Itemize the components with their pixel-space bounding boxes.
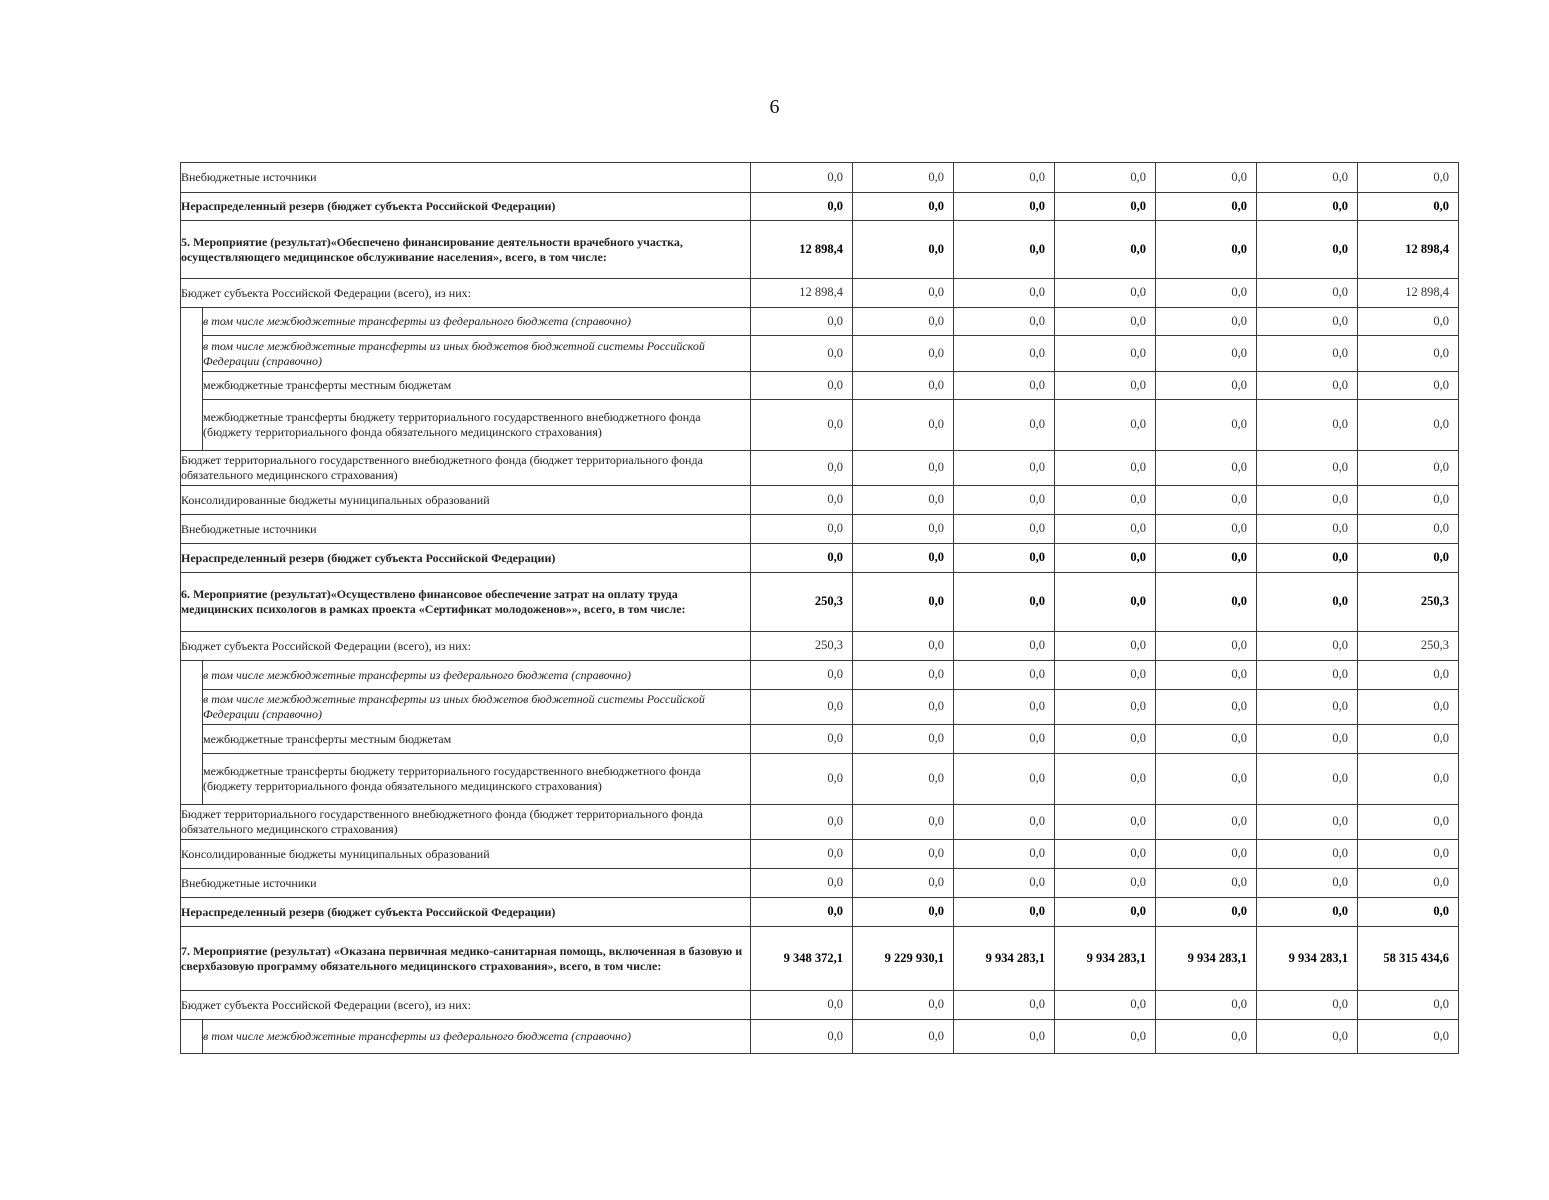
cell-value: 0,0	[1055, 690, 1156, 725]
cell-value: 250,3	[751, 573, 853, 632]
page-number: 6	[769, 96, 780, 118]
table-row	[181, 279, 1459, 308]
row-label: Бюджет субъекта Российской Федерации (всего), из них:	[181, 632, 751, 661]
cell-value: 0,0	[954, 805, 1055, 840]
cell-value: 0,0	[1358, 898, 1459, 927]
row-label: Нераспределенный резерв (бюджет субъекта Российской Федерации)	[181, 544, 751, 573]
cell-value: 0,0	[1055, 725, 1156, 754]
cell-value: 0,0	[1257, 515, 1358, 544]
cell-value: 0,0	[1257, 221, 1358, 279]
row-indent	[181, 372, 203, 400]
cell-value: 0,0	[1156, 754, 1257, 805]
cell-value: 0,0	[1358, 400, 1459, 451]
cell-value: 0,0	[853, 573, 954, 632]
cell-value: 0,0	[954, 632, 1055, 661]
cell-value: 0,0	[1055, 1020, 1156, 1054]
row-label: Внебюджетные источники	[181, 515, 751, 544]
cell-value: 12 898,4	[1358, 221, 1459, 279]
cell-value: 0,0	[1055, 279, 1156, 308]
row-label: в том числе межбюджетные трансферты из иных бюджетов бюджетной системы Российской Федерации (справочно)	[203, 690, 751, 725]
cell-value: 0,0	[954, 372, 1055, 400]
cell-value: 0,0	[1156, 544, 1257, 573]
cell-value: 0,0	[853, 690, 954, 725]
cell-value: 0,0	[1055, 372, 1156, 400]
table-row	[181, 400, 1459, 451]
cell-value: 0,0	[1156, 400, 1257, 451]
cell-value: 0,0	[853, 898, 954, 927]
cell-value: 0,0	[751, 336, 853, 372]
cell-value: 0,0	[853, 805, 954, 840]
cell-value: 0,0	[751, 869, 853, 898]
table-row	[181, 725, 1459, 754]
cell-value: 0,0	[954, 725, 1055, 754]
cell-value: 58 315 434,6	[1358, 927, 1459, 991]
row-label: Бюджет территориального государственного внебюджетного фонда (бюджет территориального фонда обязательного медицинского страхования)	[181, 805, 751, 840]
cell-value: 0,0	[1156, 279, 1257, 308]
cell-value: 0,0	[751, 805, 853, 840]
cell-value: 9 229 930,1	[853, 927, 954, 991]
cell-value: 0,0	[1156, 869, 1257, 898]
cell-value: 0,0	[751, 544, 853, 573]
table-row	[181, 163, 1459, 193]
cell-value: 0,0	[1257, 632, 1358, 661]
table-row	[181, 336, 1459, 372]
cell-value: 0,0	[751, 991, 853, 1020]
table-row	[181, 805, 1459, 840]
table-body	[181, 163, 1459, 1054]
cell-value: 0,0	[1358, 869, 1459, 898]
cell-value: 0,0	[1055, 632, 1156, 661]
cell-value: 9 934 283,1	[1055, 927, 1156, 991]
cell-value: 9 934 283,1	[1156, 927, 1257, 991]
cell-value: 0,0	[1156, 1020, 1257, 1054]
cell-value: 0,0	[1055, 515, 1156, 544]
cell-value: 0,0	[954, 869, 1055, 898]
cell-value: 0,0	[954, 840, 1055, 869]
table-row	[181, 193, 1459, 221]
cell-value: 0,0	[954, 515, 1055, 544]
cell-value: 0,0	[1055, 163, 1156, 193]
row-indent	[181, 754, 203, 805]
cell-value: 0,0	[1257, 279, 1358, 308]
cell-value: 0,0	[954, 544, 1055, 573]
row-label: межбюджетные трансферты бюджету территориального государственного внебюджетного фонда (бюджету территориального фонда обязательного медицинского страхования)	[203, 400, 751, 451]
row-label: Бюджет субъекта Российской Федерации (всего), из них:	[181, 279, 751, 308]
cell-value: 0,0	[1257, 661, 1358, 690]
cell-value: 0,0	[1257, 163, 1358, 193]
cell-value: 250,3	[751, 632, 853, 661]
cell-value: 0,0	[1358, 805, 1459, 840]
cell-value: 0,0	[1257, 991, 1358, 1020]
row-indent	[181, 336, 203, 372]
cell-value: 0,0	[1156, 805, 1257, 840]
row-label: 7. Мероприятие (результат) «Оказана первичная медико-санитарная помощь, включенная в базовую и сверхбазовую программу обязательного медицинского страхования», всего, в том числе:	[181, 927, 751, 991]
cell-value: 0,0	[1358, 754, 1459, 805]
table-row	[181, 661, 1459, 690]
cell-value: 0,0	[853, 1020, 954, 1054]
table-row	[181, 1020, 1459, 1054]
row-label: 5. Мероприятие (результат)«Обеспечено финансирование деятельности врачебного участка, осуществляющего медицинское обслуживание населения», всего, в том числе:	[181, 221, 751, 279]
row-label: Внебюджетные источники	[181, 869, 751, 898]
cell-value: 0,0	[751, 1020, 853, 1054]
cell-value: 0,0	[1156, 690, 1257, 725]
cell-value: 0,0	[1156, 221, 1257, 279]
table-row	[181, 898, 1459, 927]
cell-value: 0,0	[1156, 308, 1257, 336]
cell-value: 0,0	[853, 279, 954, 308]
cell-value: 0,0	[853, 725, 954, 754]
row-indent	[181, 1020, 203, 1054]
cell-value: 0,0	[954, 163, 1055, 193]
cell-value: 0,0	[954, 661, 1055, 690]
cell-value: 0,0	[1156, 632, 1257, 661]
cell-value: 0,0	[853, 840, 954, 869]
cell-value: 0,0	[954, 308, 1055, 336]
row-indent	[181, 400, 203, 451]
cell-value: 0,0	[1358, 725, 1459, 754]
row-label: 6. Мероприятие (результат)«Осуществлено финансовое обеспечение затрат на оплату труда медицинских психологов в рамках проекта «Сертификат молодоженов»», всего, в том числе:	[181, 573, 751, 632]
cell-value: 0,0	[751, 308, 853, 336]
row-label: Нераспределенный резерв (бюджет субъекта Российской Федерации)	[181, 193, 751, 221]
cell-value: 0,0	[853, 163, 954, 193]
cell-value: 0,0	[1156, 336, 1257, 372]
cell-value: 0,0	[853, 486, 954, 515]
table-row	[181, 308, 1459, 336]
table-row	[181, 221, 1459, 279]
cell-value: 0,0	[954, 400, 1055, 451]
cell-value: 0,0	[1055, 869, 1156, 898]
cell-value: 0,0	[853, 991, 954, 1020]
cell-value: 12 898,4	[751, 279, 853, 308]
row-label: в том числе межбюджетные трансферты из федерального бюджета (справочно)	[203, 661, 751, 690]
cell-value: 0,0	[751, 486, 853, 515]
cell-value: 0,0	[1358, 1020, 1459, 1054]
row-indent	[181, 690, 203, 725]
cell-value: 0,0	[954, 1020, 1055, 1054]
cell-value: 0,0	[1257, 193, 1358, 221]
cell-value: 0,0	[751, 725, 853, 754]
cell-value: 0,0	[751, 372, 853, 400]
cell-value: 0,0	[1358, 451, 1459, 486]
cell-value: 0,0	[954, 221, 1055, 279]
row-label: в том числе межбюджетные трансферты из федерального бюджета (справочно)	[203, 308, 751, 336]
cell-value: 0,0	[1257, 573, 1358, 632]
cell-value: 0,0	[1156, 515, 1257, 544]
cell-value: 0,0	[751, 400, 853, 451]
cell-value: 0,0	[853, 451, 954, 486]
cell-value: 0,0	[1055, 308, 1156, 336]
table-row	[181, 632, 1459, 661]
cell-value: 0,0	[1156, 451, 1257, 486]
cell-value: 0,0	[853, 193, 954, 221]
cell-value: 0,0	[751, 193, 853, 221]
row-label: Внебюджетные источники	[181, 163, 751, 193]
table-row	[181, 451, 1459, 486]
cell-value: 0,0	[1257, 754, 1358, 805]
cell-value: 0,0	[853, 336, 954, 372]
cell-value: 0,0	[1358, 308, 1459, 336]
cell-value: 0,0	[954, 991, 1055, 1020]
row-label: в том числе межбюджетные трансферты из иных бюджетов бюджетной системы Российской Федерации (справочно)	[203, 336, 751, 372]
cell-value: 0,0	[751, 898, 853, 927]
cell-value: 0,0	[853, 221, 954, 279]
cell-value: 0,0	[1156, 372, 1257, 400]
cell-value: 0,0	[1055, 193, 1156, 221]
cell-value: 0,0	[853, 869, 954, 898]
cell-value: 0,0	[1358, 486, 1459, 515]
cell-value: 0,0	[853, 754, 954, 805]
cell-value: 0,0	[954, 486, 1055, 515]
cell-value: 0,0	[853, 308, 954, 336]
table-row	[181, 840, 1459, 869]
cell-value: 0,0	[1156, 991, 1257, 1020]
cell-value: 0,0	[1055, 898, 1156, 927]
cell-value: 0,0	[751, 661, 853, 690]
cell-value: 0,0	[853, 400, 954, 451]
cell-value: 0,0	[954, 898, 1055, 927]
cell-value: 0,0	[1257, 400, 1358, 451]
cell-value: 0,0	[1257, 725, 1358, 754]
cell-value: 0,0	[1055, 805, 1156, 840]
table-row	[181, 486, 1459, 515]
cell-value: 0,0	[853, 661, 954, 690]
row-label: межбюджетные трансферты бюджету территориального государственного внебюджетного фонда (бюджету территориального фонда обязательного медицинского страхования)	[203, 754, 751, 805]
cell-value: 0,0	[1358, 690, 1459, 725]
cell-value: 0,0	[853, 632, 954, 661]
table-row	[181, 690, 1459, 725]
cell-value: 0,0	[853, 515, 954, 544]
cell-value: 0,0	[1358, 193, 1459, 221]
cell-value: 0,0	[1156, 840, 1257, 869]
cell-value: 0,0	[1156, 486, 1257, 515]
cell-value: 0,0	[1358, 840, 1459, 869]
cell-value: 0,0	[1055, 486, 1156, 515]
cell-value: 0,0	[1257, 1020, 1358, 1054]
table-row	[181, 991, 1459, 1020]
table-row	[181, 927, 1459, 991]
row-label: межбюджетные трансферты местным бюджетам	[203, 725, 751, 754]
cell-value: 0,0	[1055, 221, 1156, 279]
cell-value: 0,0	[954, 754, 1055, 805]
cell-value: 250,3	[1358, 573, 1459, 632]
cell-value: 9 934 283,1	[954, 927, 1055, 991]
cell-value: 0,0	[1257, 308, 1358, 336]
cell-value: 0,0	[1358, 163, 1459, 193]
cell-value: 0,0	[1358, 544, 1459, 573]
cell-value: 0,0	[1055, 840, 1156, 869]
cell-value: 0,0	[1257, 451, 1358, 486]
cell-value: 0,0	[1055, 451, 1156, 486]
cell-value: 0,0	[1257, 869, 1358, 898]
cell-value: 0,0	[1257, 544, 1358, 573]
table-row	[181, 573, 1459, 632]
cell-value: 0,0	[1055, 754, 1156, 805]
cell-value: 0,0	[1257, 336, 1358, 372]
cell-value: 0,0	[1257, 372, 1358, 400]
cell-value: 0,0	[1257, 840, 1358, 869]
cell-value: 0,0	[1055, 991, 1156, 1020]
cell-value: 0,0	[1156, 573, 1257, 632]
cell-value: 0,0	[751, 451, 853, 486]
cell-value: 0,0	[1358, 661, 1459, 690]
cell-value: 0,0	[1055, 400, 1156, 451]
cell-value: 0,0	[751, 163, 853, 193]
row-label: Нераспределенный резерв (бюджет субъекта Российской Федерации)	[181, 898, 751, 927]
cell-value: 0,0	[1055, 661, 1156, 690]
cell-value: 12 898,4	[1358, 279, 1459, 308]
row-label: Консолидированные бюджеты муниципальных образований	[181, 840, 751, 869]
cell-value: 250,3	[1358, 632, 1459, 661]
cell-value: 0,0	[751, 754, 853, 805]
cell-value: 0,0	[1156, 163, 1257, 193]
cell-value: 0,0	[751, 690, 853, 725]
row-label: Бюджет субъекта Российской Федерации (всего), из них:	[181, 991, 751, 1020]
cell-value: 0,0	[954, 279, 1055, 308]
cell-value: 0,0	[954, 336, 1055, 372]
cell-value: 0,0	[954, 573, 1055, 632]
cell-value: 0,0	[1055, 573, 1156, 632]
cell-value: 0,0	[1358, 336, 1459, 372]
cell-value: 0,0	[1257, 805, 1358, 840]
cell-value: 0,0	[1257, 486, 1358, 515]
cell-value: 0,0	[751, 515, 853, 544]
cell-value: 9 348 372,1	[751, 927, 853, 991]
row-label: в том числе межбюджетные трансферты из федерального бюджета (справочно)	[203, 1020, 751, 1054]
cell-value: 0,0	[1156, 193, 1257, 221]
cell-value: 0,0	[1156, 725, 1257, 754]
row-label: Консолидированные бюджеты муниципальных образований	[181, 486, 751, 515]
cell-value: 12 898,4	[751, 221, 853, 279]
budget-table	[180, 162, 1459, 1054]
cell-value: 0,0	[853, 372, 954, 400]
cell-value: 0,0	[954, 690, 1055, 725]
cell-value: 0,0	[1358, 372, 1459, 400]
cell-value: 0,0	[1358, 991, 1459, 1020]
cell-value: 0,0	[1358, 515, 1459, 544]
table-row	[181, 515, 1459, 544]
cell-value: 0,0	[1156, 898, 1257, 927]
table-row	[181, 754, 1459, 805]
row-indent	[181, 725, 203, 754]
cell-value: 0,0	[954, 451, 1055, 486]
cell-value: 0,0	[751, 840, 853, 869]
cell-value: 0,0	[1156, 661, 1257, 690]
table-row	[181, 372, 1459, 400]
cell-value: 0,0	[1257, 898, 1358, 927]
cell-value: 0,0	[853, 544, 954, 573]
row-label: межбюджетные трансферты местным бюджетам	[203, 372, 751, 400]
table-row	[181, 869, 1459, 898]
table-row	[181, 544, 1459, 573]
cell-value: 0,0	[1055, 544, 1156, 573]
cell-value: 0,0	[954, 193, 1055, 221]
row-label: Бюджет территориального государственного внебюджетного фонда (бюджет территориального фонда обязательного медицинского страхования)	[181, 451, 751, 486]
cell-value: 0,0	[1257, 690, 1358, 725]
cell-value: 0,0	[1055, 336, 1156, 372]
row-indent	[181, 308, 203, 336]
cell-value: 9 934 283,1	[1257, 927, 1358, 991]
row-indent	[181, 661, 203, 690]
